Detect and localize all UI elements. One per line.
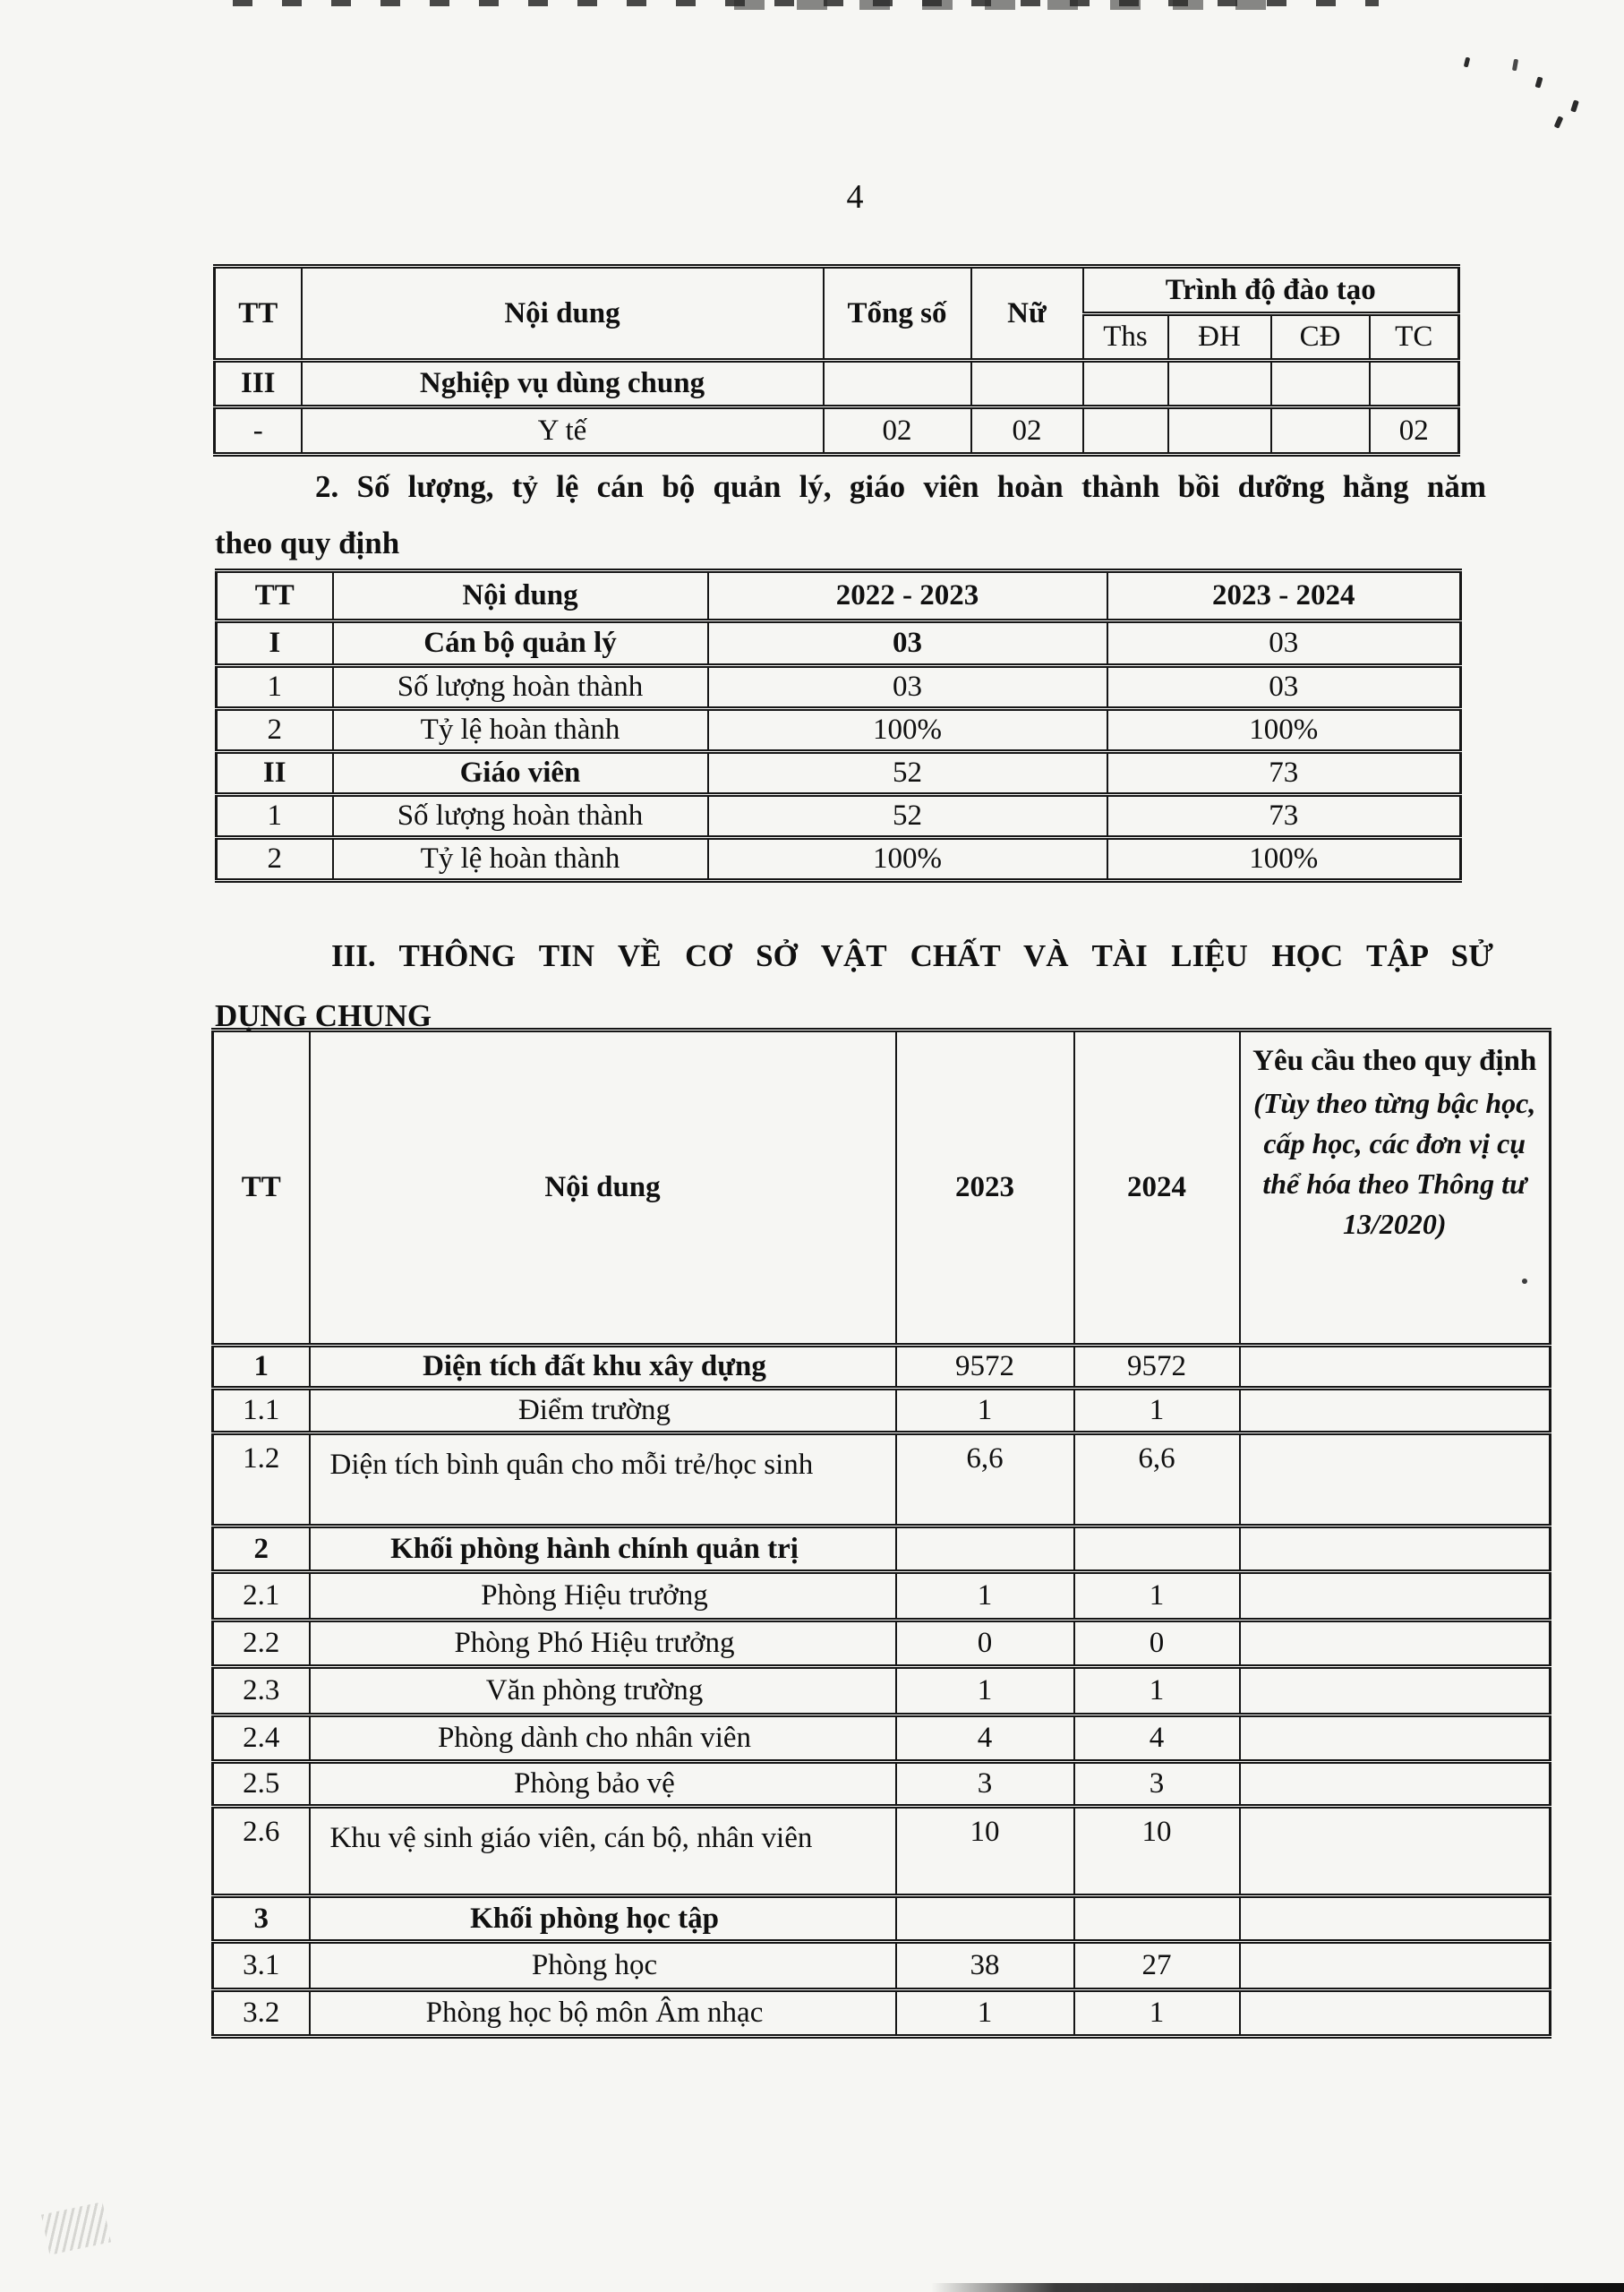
cell-2023	[896, 1896, 1074, 1942]
table-row	[217, 795, 1461, 838]
cell-label: Khối phòng học tập	[310, 1896, 896, 1942]
table-row	[217, 666, 1461, 709]
cell-tt: 1	[217, 795, 333, 838]
facilities-table	[211, 1028, 1551, 2039]
cell-label: Phòng học	[310, 1942, 896, 1990]
cell-2023: 0	[896, 1621, 1074, 1667]
table-row	[213, 1715, 1551, 1762]
cell-label: Tỷ lệ hoàn thành	[333, 838, 708, 881]
col-header-dh: ĐH	[1168, 314, 1271, 361]
cell-requirement	[1240, 1807, 1551, 1896]
page-number: 4	[846, 178, 864, 216]
col-header-content: Nội dung	[310, 1031, 896, 1346]
cell-2022-2023: 03	[708, 621, 1107, 666]
cell-requirement	[1240, 1572, 1551, 1621]
table-row	[213, 1346, 1551, 1389]
cell-label: Y tế	[302, 407, 824, 455]
staff-training-level-table	[213, 264, 1460, 457]
col-header-cd: CĐ	[1271, 314, 1370, 361]
cell-label: Tỷ lệ hoàn thành	[333, 709, 708, 752]
cell-2023: 9572	[896, 1346, 1074, 1389]
table-row	[213, 1942, 1551, 1990]
table-row	[213, 1990, 1551, 2037]
table-row	[213, 1572, 1551, 1621]
requirement-title: Yêu cầu theo quy định	[1252, 1045, 1537, 1077]
table-row	[213, 1762, 1551, 1807]
scan-smudge	[41, 2202, 111, 2255]
col-header-content: Nội dung	[333, 571, 708, 621]
cell-label: Phòng học bộ môn Âm nhạc	[310, 1990, 896, 2037]
table-row	[213, 1667, 1551, 1715]
annual-training-completion-table	[215, 569, 1462, 883]
cell-2023: 38	[896, 1942, 1074, 1990]
table-row	[213, 1389, 1551, 1433]
col-header-female: Nữ	[971, 267, 1083, 361]
col-header-total: Tổng số	[824, 267, 971, 361]
scan-edge-artifact-bottom	[931, 2283, 1624, 2292]
cell-tt: 2	[217, 709, 333, 752]
cell-dh	[1168, 407, 1271, 455]
cell-2024: 1	[1074, 1389, 1240, 1433]
cell-tc: 02	[1370, 407, 1459, 455]
cell-tt: 2	[217, 838, 333, 881]
cell-tt: 2.2	[213, 1621, 310, 1667]
table-row	[213, 1896, 1551, 1942]
cell-label: Cán bộ quản lý	[333, 621, 708, 666]
cell-2023-2024: 03	[1107, 621, 1461, 666]
table-row	[215, 361, 1459, 407]
cell-requirement	[1240, 1896, 1551, 1942]
cell-label: Số lượng hoàn thành	[333, 795, 708, 838]
cell-2024: 27	[1074, 1942, 1240, 1990]
col-header-requirement	[1240, 1031, 1551, 1346]
ink-speck	[1464, 57, 1471, 68]
cell-2024: 3	[1074, 1762, 1240, 1807]
cell-tt: 2.5	[213, 1762, 310, 1807]
cell-2023: 1	[896, 1572, 1074, 1621]
cell-tc	[1370, 361, 1459, 407]
cell-tt: 1.1	[213, 1389, 310, 1433]
cell-2024: 1	[1074, 1572, 1240, 1621]
table-row	[213, 1433, 1551, 1527]
cell-2023: 10	[896, 1807, 1074, 1896]
heading-line: 2. Số lượng, tỷ lệ cán bộ quản lý, giáo viên hoàn thành bồi dưỡng hằng năm	[315, 469, 1486, 504]
cell-2024: 0	[1074, 1621, 1240, 1667]
cell-2023: 4	[896, 1715, 1074, 1762]
cell-cd	[1271, 407, 1370, 455]
heading-line: DỤNG CHUNG	[215, 998, 432, 1033]
ink-speck	[1554, 115, 1564, 128]
col-header-ths: Ths	[1083, 314, 1168, 361]
cell-label: Phòng Phó Hiệu trưởng	[310, 1621, 896, 1667]
col-header-tt: TT	[217, 571, 333, 621]
cell-2023-2024: 03	[1107, 666, 1461, 709]
cell-2023: 6,6	[896, 1433, 1074, 1527]
col-header-tt: TT	[213, 1031, 310, 1346]
cell-tt: 2.1	[213, 1572, 310, 1621]
cell-female: 02	[971, 407, 1083, 455]
cell-2022-2023: 52	[708, 795, 1107, 838]
table-row	[217, 752, 1461, 795]
cell-2023-2024: 100%	[1107, 838, 1461, 881]
cell-2023: 3	[896, 1762, 1074, 1807]
heading-line: III. THÔNG TIN VỀ CƠ SỞ VẬT CHẤT VÀ TÀI LIỆU HỌC TẬP SỬ	[331, 938, 1493, 973]
cell-label: Số lượng hoàn thành	[333, 666, 708, 709]
cell-total: 02	[824, 407, 971, 455]
cell-2024: 1	[1074, 1990, 1240, 2037]
cell-tt: 2.3	[213, 1667, 310, 1715]
cell-requirement	[1240, 1433, 1551, 1527]
cell-requirement	[1240, 1762, 1551, 1807]
cell-2023: 1	[896, 1389, 1074, 1433]
cell-2024: 6,6	[1074, 1433, 1240, 1527]
ink-speck	[1512, 59, 1518, 72]
cell-tt: 3.2	[213, 1990, 310, 2037]
cell-label: Phòng Hiệu trưởng	[310, 1572, 896, 1621]
cell-2023: 1	[896, 1667, 1074, 1715]
cell-requirement	[1240, 1389, 1551, 1433]
cell-label: Diện tích bình quân cho mỗi trẻ/học sinh	[310, 1433, 896, 1527]
cell-label: Phòng bảo vệ	[310, 1762, 896, 1807]
cell-tt: 3.1	[213, 1942, 310, 1990]
cell-tt: 1	[217, 666, 333, 709]
cell-2022-2023: 100%	[708, 709, 1107, 752]
table-row	[217, 709, 1461, 752]
cell-label: Phòng dành cho nhân viên	[310, 1715, 896, 1762]
cell-label: Khu vệ sinh giáo viên, cán bộ, nhân viên	[310, 1807, 896, 1896]
cell-2024: 1	[1074, 1667, 1240, 1715]
cell-label: Điểm trường	[310, 1389, 896, 1433]
cell-2024	[1074, 1527, 1240, 1572]
cell-tt: 1.2	[213, 1433, 310, 1527]
col-header-2023: 2023	[896, 1031, 1074, 1346]
cell-ths	[1083, 361, 1168, 407]
table-row	[217, 838, 1461, 881]
cell-2024	[1074, 1896, 1240, 1942]
cell-requirement	[1240, 1990, 1551, 2037]
cell-dh	[1168, 361, 1271, 407]
cell-requirement	[1240, 1715, 1551, 1762]
cell-label: Giáo viên	[333, 752, 708, 795]
cell-tt: III	[215, 361, 302, 407]
cell-2022-2023: 03	[708, 666, 1107, 709]
cell-2022-2023: 52	[708, 752, 1107, 795]
col-header-content: Nội dung	[302, 267, 824, 361]
heading-line: theo quy định	[215, 526, 400, 560]
col-header-tc: TC	[1370, 314, 1459, 361]
table-row	[217, 621, 1461, 666]
col-header-2022-2023: 2022 - 2023	[708, 571, 1107, 621]
cell-tt: 2.4	[213, 1715, 310, 1762]
cell-requirement	[1240, 1527, 1551, 1572]
col-header-2023-2024: 2023 - 2024	[1107, 571, 1461, 621]
cell-label: Diện tích đất khu xây dựng	[310, 1346, 896, 1389]
cell-2023: 1	[896, 1990, 1074, 2037]
cell-requirement	[1240, 1942, 1551, 1990]
cell-tt: -	[215, 407, 302, 455]
cell-tt: 2	[213, 1527, 310, 1572]
cell-2024: 10	[1074, 1807, 1240, 1896]
cell-requirement	[1240, 1667, 1551, 1715]
cell-tt: 2.6	[213, 1807, 310, 1896]
cell-label: Khối phòng hành chính quản trị	[310, 1527, 896, 1572]
cell-female	[971, 361, 1083, 407]
table-row	[213, 1807, 1551, 1896]
cell-tt: 3	[213, 1896, 310, 1942]
cell-tt: I	[217, 621, 333, 666]
cell-2024: 9572	[1074, 1346, 1240, 1389]
cell-requirement	[1240, 1621, 1551, 1667]
cell-2022-2023: 100%	[708, 838, 1107, 881]
cell-2023-2024: 73	[1107, 795, 1461, 838]
cell-2023	[896, 1527, 1074, 1572]
col-header-training-level: Trình độ đào tạo	[1083, 267, 1459, 314]
table-row	[215, 407, 1459, 455]
cell-requirement	[1240, 1346, 1551, 1389]
cell-2023-2024: 73	[1107, 752, 1461, 795]
cell-2024: 4	[1074, 1715, 1240, 1762]
cell-ths	[1083, 407, 1168, 455]
scan-edge-artifact-top-2	[734, 0, 1289, 10]
cell-label: Văn phòng trường	[310, 1667, 896, 1715]
ink-speck	[1534, 76, 1543, 88]
cell-2023-2024: 100%	[1107, 709, 1461, 752]
table-row	[213, 1621, 1551, 1667]
cell-tt: II	[217, 752, 333, 795]
requirement-note: (Tùy theo từng bậc học, cấp học, các đơn vị cụ thể hóa theo Thông tư 13/2020)	[1253, 1087, 1536, 1240]
ink-speck	[1570, 99, 1579, 112]
col-header-2024: 2024	[1074, 1031, 1240, 1346]
cell-total	[824, 361, 971, 407]
cell-label: Nghiệp vụ dùng chung	[302, 361, 824, 407]
table-row	[213, 1527, 1551, 1572]
col-header-tt: TT	[215, 267, 302, 361]
cell-tt: 1	[213, 1346, 310, 1389]
cell-cd	[1271, 361, 1370, 407]
section-2-heading	[215, 458, 1486, 571]
